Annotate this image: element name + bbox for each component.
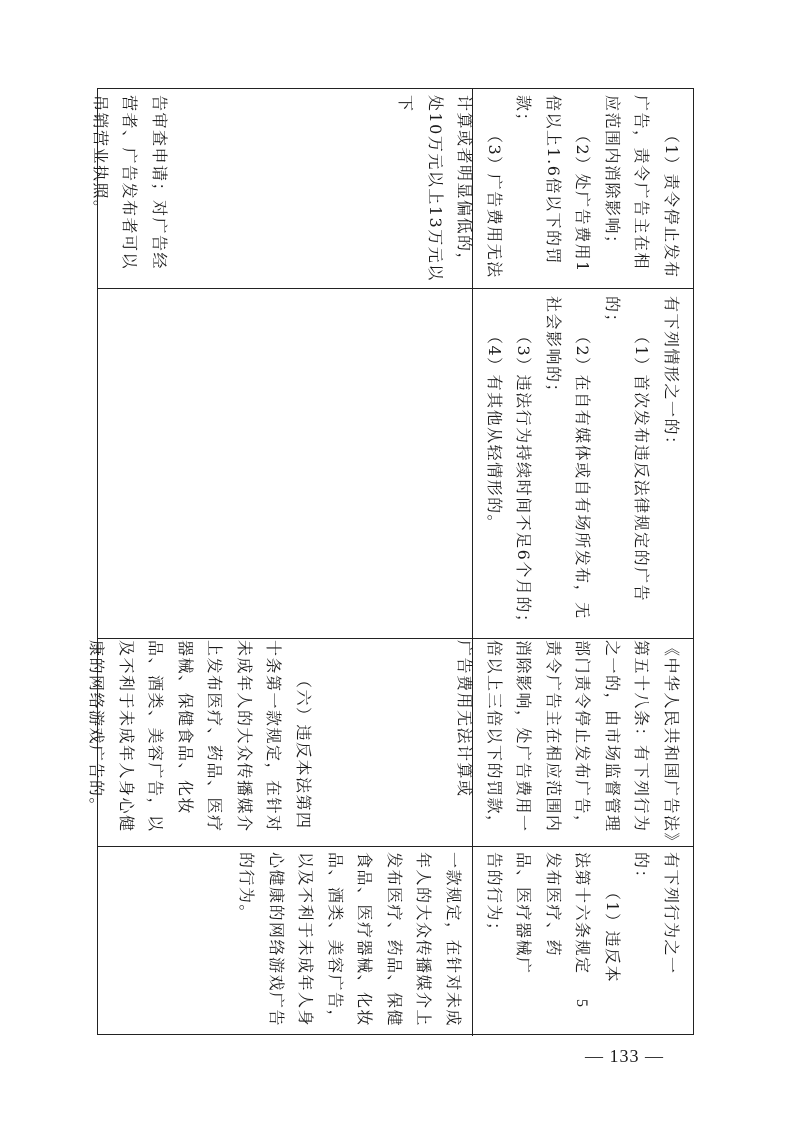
row5-circumstance-item: （2）在自有媒体或自有场所发布，无社会影响的； [544,296,593,620]
row5-circumstance-item: （3）违法行为持续时间不足6个月的； [514,328,534,632]
row5-number: 5 [573,999,590,1007]
top-row-legal-basis-text: （六）违反本法第四十条第一款规定，在针对未成年人的大众传播媒介上发布医疗、药品、医疗器械、保健食品、化妆品、酒类、美容广告，以及不利于未成年人身心健康的网络游戏广告的。 [87,640,313,833]
row5-discretion-result-cell [396,89,695,288]
row5-result-item: （2）处广告费用1倍以上1.6倍以下的罚款； [514,95,593,273]
row5-result-item: （3）广告费用无法计算或者明显偏低的，处10万元以上13万元以下 [396,95,504,282]
row5-circumstance-item: 有下列情形之一的： [662,296,681,454]
row5-violation-item: 有下列行为之一的： [632,852,681,975]
row5-violation-item: （1）违反本法第十六条规定发布医疗、药品、医疗器械广告的行为； [485,852,622,984]
row5-circumstance-item: （4）有其他从轻情形的。 [485,328,504,533]
top-row-result-text: 告审查申请；对广告经营者、广告发布者可以吊销营业执照。 [91,95,169,271]
row5-result-item: （1）责令停止发布广告，责令广告主在相应范围内消除影响； [603,95,681,279]
top-row-legal-basis-cell [87,638,472,846]
row5-legal-basis-text: 《中华人民共和国广告法》第五十八条：有下列行为之一的，由市场监督管理部门责令停止发布广告，责令广告主在相应范围内消除影响，处广告费用一倍以上三倍以下的罚款，广告费用无法计算或 [455,640,681,843]
top-row-violation-text: 一款规定，在针对未成年人的大众传播媒介上发布医疗、药品、保健食品、医疗器械、化妆品、酒类、美容广告，以及不利于未成年人身心健康的网络游戏广告的行为。 [237,852,463,1028]
penalty-table [87,88,694,1035]
row5-legal-basis-cell [455,638,695,846]
row5-circumstance-cell [472,288,695,638]
page-number: — 133 — [585,1046,664,1066]
row5-violation-cell [472,846,695,986]
row5-circumstance-item: （1）首次发布违反法律规定的广告的； [603,296,652,603]
top-row-violation-cell [98,846,472,1036]
